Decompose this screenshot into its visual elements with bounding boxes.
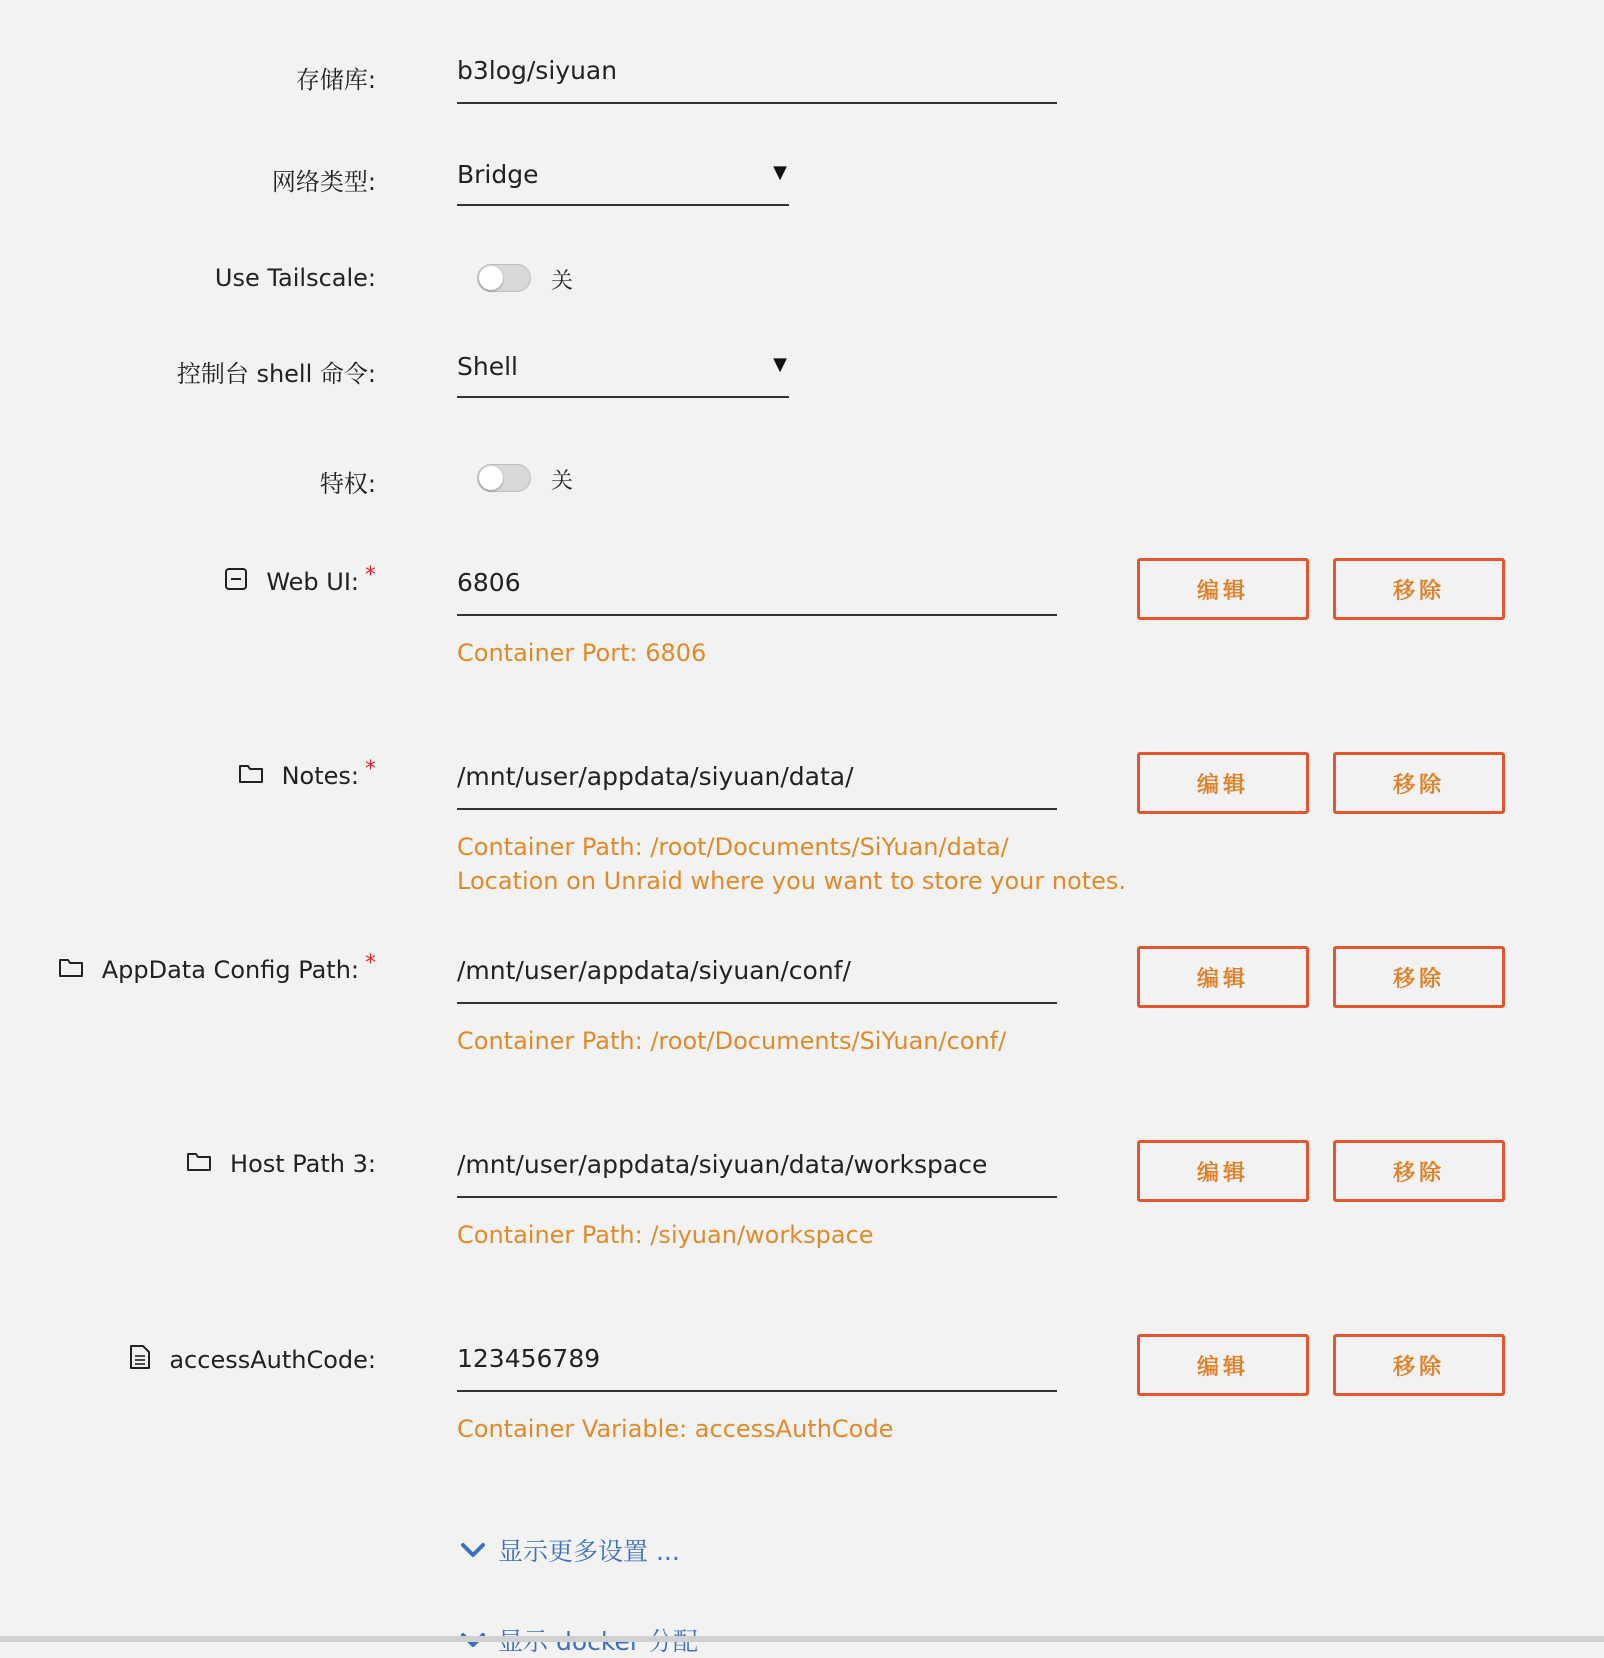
config-input[interactable] (457, 568, 1057, 616)
required-mark: * (365, 951, 376, 976)
edit-button[interactable]: 编辑 (1137, 752, 1309, 814)
network-type-select[interactable]: Bridge ▼ (457, 160, 789, 206)
toggle-knob (479, 466, 503, 490)
config-label-text: Web UI: (266, 568, 359, 596)
network-type-label: 网络类型: (271, 168, 376, 196)
config-hint: Location on Unraid where you want to store your notes. (457, 867, 1127, 895)
required-mark: * (365, 563, 376, 588)
privileged-label: 特权: (319, 470, 376, 498)
port-icon (224, 568, 248, 596)
dropdown-caret-icon: ▼ (773, 354, 787, 375)
remove-button[interactable]: 移除 (1333, 752, 1505, 814)
config-label-text: AppData Config Path: (101, 956, 359, 984)
config-label (129, 1344, 376, 1376)
privileged-toggle[interactable] (477, 464, 531, 492)
privileged-state: 关 (551, 469, 574, 494)
edit-button[interactable]: 编辑 (1137, 1140, 1309, 1202)
show-more-link[interactable]: 显示更多设置 ... (460, 1532, 680, 1568)
config-label (238, 757, 376, 790)
required-mark: * (365, 757, 376, 782)
config-value: 123456789 (457, 1344, 601, 1373)
remove-button[interactable]: 移除 (1333, 946, 1505, 1008)
config-label-text: Notes: (281, 762, 359, 790)
folder-icon (238, 762, 264, 790)
use-tailscale-toggle[interactable] (477, 264, 531, 292)
remove-button[interactable]: 移除 (1333, 1140, 1505, 1202)
edit-button[interactable]: 编辑 (1137, 1334, 1309, 1396)
use-tailscale-state: 关 (551, 269, 574, 294)
dropdown-caret-icon: ▼ (773, 162, 787, 183)
config-label-text: Host Path 3: (230, 1150, 376, 1178)
config-value: /mnt/user/appdata/siyuan/data/ (457, 762, 854, 791)
config-input[interactable] (457, 762, 1057, 810)
config-label (224, 563, 376, 596)
bottom-divider (0, 1636, 1604, 1642)
toggle-knob (479, 266, 503, 290)
console-shell-label: 控制台 shell 命令: (176, 360, 376, 388)
config-label-text: accessAuthCode: (169, 1346, 376, 1374)
repository-input[interactable]: b3log/siyuan (457, 56, 1057, 104)
repository-label: 存储库: (295, 66, 376, 94)
config-value: 6806 (457, 568, 521, 597)
config-hint: Container Path: /root/Documents/SiYuan/data/ (457, 833, 1009, 861)
config-value: /mnt/user/appdata/siyuan/conf/ (457, 956, 851, 985)
config-input[interactable] (457, 956, 1057, 1004)
use-tailscale-label: Use Tailscale: (214, 264, 376, 292)
config-label (58, 951, 376, 984)
console-shell-select[interactable]: Shell ▼ (457, 352, 789, 398)
folder-icon (186, 1150, 212, 1178)
config-hint: Container Port: 6806 (457, 639, 707, 667)
remove-button[interactable]: 移除 (1333, 1334, 1505, 1396)
config-input[interactable] (457, 1150, 1057, 1198)
config-label (186, 1150, 376, 1178)
config-hint: Container Path: /siyuan/workspace (457, 1221, 874, 1249)
remove-button[interactable]: 移除 (1333, 558, 1505, 620)
folder-icon (58, 956, 84, 984)
config-hint: Container Variable: accessAuthCode (457, 1415, 894, 1443)
config-value: /mnt/user/appdata/siyuan/data/workspace (457, 1150, 988, 1179)
config-hint: Container Path: /root/Documents/SiYuan/conf/ (457, 1027, 1007, 1055)
edit-button[interactable]: 编辑 (1137, 946, 1309, 1008)
chevron-down-icon (460, 1541, 486, 1559)
config-input[interactable] (457, 1344, 1057, 1392)
edit-button[interactable]: 编辑 (1137, 558, 1309, 620)
document-icon (129, 1344, 151, 1376)
